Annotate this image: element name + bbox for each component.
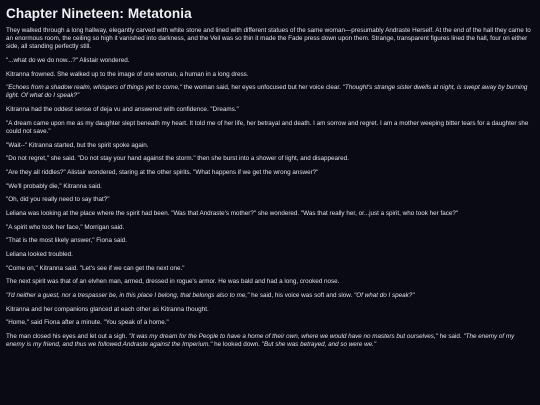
- story-paragraph: [6, 224, 534, 232]
- story-paragraph: [6, 183, 534, 191]
- story-paragraph: [6, 265, 534, 273]
- paragraph-text: "We'll probably die," Kitranna said.: [6, 182, 102, 190]
- italic-text: "It was my dream for the People to have a home of their own, where we would have no masters but ourselves,": [128, 333, 438, 341]
- paragraph-text: he looked down.: [212, 341, 262, 349]
- story-paragraph: [6, 57, 534, 65]
- chapter-title: Chapter Nineteen: Metatonia: [6, 6, 192, 21]
- story-paragraph: [6, 292, 534, 300]
- paragraph-text: he said.: [437, 333, 464, 341]
- paragraph-text: "Wait--" Kitranna started, but the spirit spoke again.: [6, 141, 149, 149]
- paragraph-text: Kitranna had the oddest sense of deja vu and answered with confidence. "Dreams.": [6, 106, 239, 114]
- story-paragraph: [6, 319, 534, 327]
- paragraph-text: he said, his voice was soft and slow.: [249, 292, 355, 300]
- story-paragraph: [6, 196, 534, 204]
- story-paragraph: [6, 333, 534, 349]
- paragraph-text: Kitranna frowned. She walked up to the image of one woman, a human in a long dress.: [6, 70, 249, 78]
- story-paragraph: [6, 278, 534, 286]
- story-paragraph: [6, 84, 534, 100]
- italic-text: "I'd neither a guest, nor a trespasser be, in this place I belong, that belongs also to me,": [6, 292, 250, 300]
- story-paragraph: [6, 169, 534, 177]
- paragraph-text: "Home," said Fiona after a minute. "You speak of a home.": [6, 319, 169, 327]
- italic-text: "Of what do I speak?": [354, 292, 415, 300]
- story-paragraph: [6, 155, 534, 163]
- paragraph-text: "That is the most likely answer," Fiona said.: [6, 237, 128, 245]
- story-paragraph: [6, 106, 534, 114]
- paragraph-text: "Come on," Kitranna said. "Let's see if we can get the next one.": [6, 264, 185, 272]
- paragraph-text: "...what do we do now...?" Alistair wondered.: [6, 56, 130, 64]
- paragraph-text: Leliana was looking at the place where the spirit had been. "Was that Andraste's mother?" she wondered. "Was that really her, or...just a spirit, who took her face?": [6, 209, 459, 217]
- italic-text: "Thought's strange sister dwells at night, is swept away by burning light. Of what do I speak?": [6, 84, 528, 100]
- paragraph-text: "Do not regret," she said. "Do not stay your hand against the storm." then she burst into a shower of light, and disappeared.: [6, 155, 349, 163]
- paragraph-text: The man closed his eyes and let out a sigh.: [6, 333, 129, 341]
- story-paragraph: [6, 306, 534, 314]
- paragraph-text: "A dream came upon me as my daughter slept beneath my heart. It told me of her life, her betrayal and death. I am sorrow and regret. I am a mother weeping bitter tears for a daughter she could not save.": [6, 119, 529, 135]
- italic-text: "The enemy of my enemy is my friend, and thus we followed Andraste against the Imperium.": [6, 333, 515, 349]
- paragraph-text: Leliana looked troubled.: [6, 251, 73, 258]
- italic-text: "But she was betrayed, and so were we.": [261, 341, 377, 349]
- paragraph-text: Kitranna and her companions glanced at each other as Kitranna thought.: [6, 305, 209, 313]
- story-paragraph: [6, 27, 534, 51]
- paragraph-text: "A spirit who took her face," Morrigan said.: [6, 223, 125, 231]
- story-paragraph: [6, 71, 534, 79]
- paragraph-text: "Are they all riddles?" Alistair wondered, staring at the other spirits. "What happens if we get the wrong answer?": [6, 168, 319, 176]
- paragraph-text: They walked through a long hallway, elegantly carved with white stone and lined with different statues of the same woman—presumably Andraste Herself. At the end of the hall they came to an enormous room, the ceiling so high it vanished into darkness, and the Veil was so thin it made the Fade press down upon them. Strange, transparent figures lined the hall, four on either side, all standing perfectly still.: [6, 27, 531, 51]
- paragraph-text: The next spirit was that of an elvhen man, armed, dressed in rogue's armor. He was bald and had a long, crooked nose.: [6, 278, 340, 286]
- story-paragraph: [6, 237, 534, 245]
- story-paragraph: [6, 251, 534, 259]
- paragraph-text: "Oh, did you really need to say that?": [6, 196, 110, 204]
- story-paragraph: [6, 210, 534, 218]
- story-body: [6, 27, 534, 349]
- story-paragraph: [6, 142, 534, 150]
- paragraph-text: the woman said, her eyes unfocused but her voice clear.: [181, 84, 343, 92]
- italic-text: "Echoes from a shadow realm, whispers of things yet to come,": [6, 84, 182, 92]
- story-paragraph: [6, 120, 534, 136]
